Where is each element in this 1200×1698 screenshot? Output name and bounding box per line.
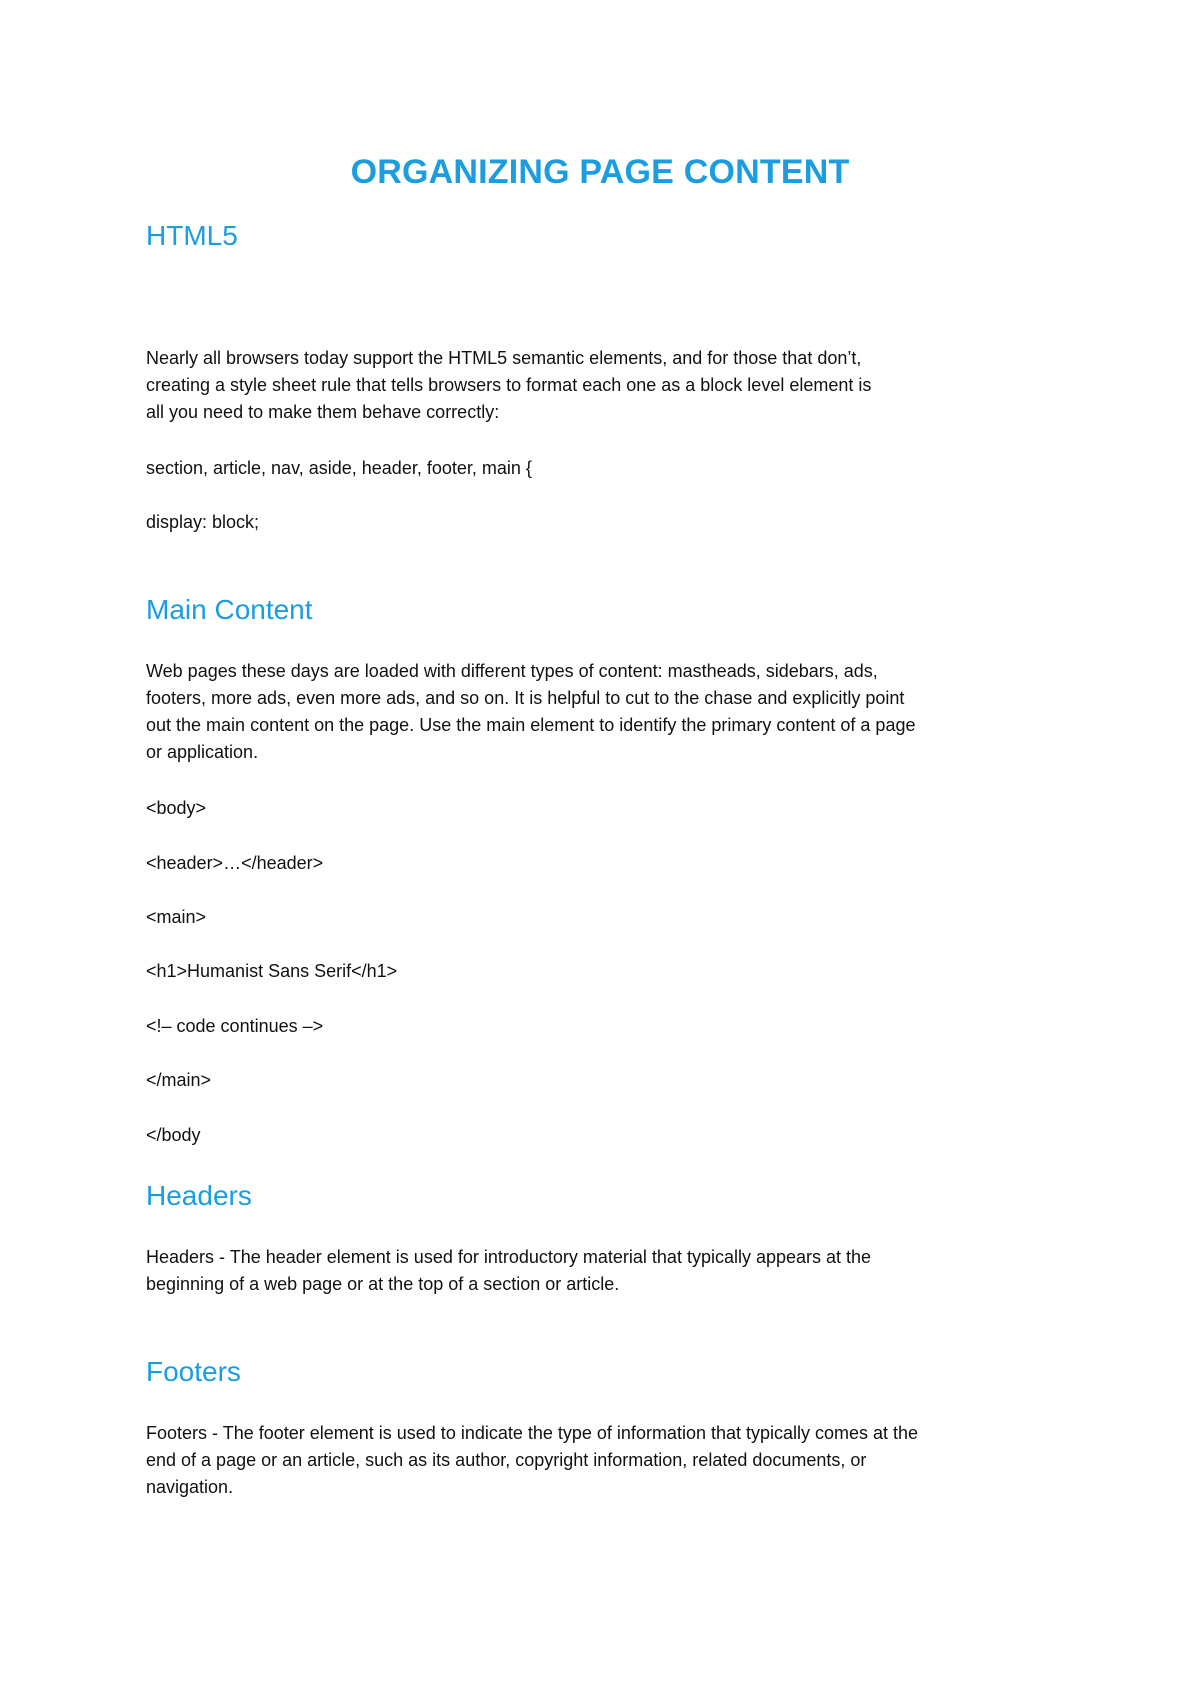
main-content-code-line-4: <h1>Humanist Sans Serif</h1> (146, 961, 398, 981)
html5-intro-line-1: Nearly all browsers today support the HTML5 semantic elements, and for those that don’t, (146, 348, 862, 368)
main-content-code-line-6: </main> (146, 1070, 212, 1090)
section-heading-headers: Headers (146, 1180, 252, 1211)
html5-code-line-2: display: block; (146, 512, 260, 532)
main-content-code-line-5: <!– code continues –> (146, 1016, 324, 1036)
page-title: ORGANIZING PAGE CONTENT (350, 153, 850, 191)
footers-body-line-1: Footers - The footer element is used to indicate the type of information that typically comes at the (146, 1423, 919, 1443)
main-content-code-line-3: <main> (146, 907, 207, 927)
main-content-code-line-7: </body (146, 1125, 201, 1145)
headers-body-line-1: Headers - The header element is used for introductory material that typically appears at the (146, 1247, 872, 1267)
section-heading-main-content: Main Content (146, 594, 313, 625)
main-content-code-line-2: <header>…</header> (146, 853, 324, 873)
section-heading-html5: HTML5 (146, 220, 238, 251)
main-content-code-line-1: <body> (146, 798, 207, 818)
headers-body-line-2: beginning of a web page or at the top of a section or article. (146, 1274, 620, 1294)
main-content-body-line-4: or application. (146, 742, 259, 762)
footers-body-line-3: navigation. (146, 1477, 234, 1497)
html5-intro-line-3: all you need to make them behave correctly: (146, 402, 500, 422)
main-content-body-line-3: out the main content on the page. Use the main element to identify the primary content of a page (146, 715, 916, 735)
main-content-body-line-2: footers, more ads, even more ads, and so on. It is helpful to cut to the chase and explicitly point (146, 688, 905, 708)
footers-body-line-2: end of a page or an article, such as its author, copyright information, related documents, or (146, 1450, 867, 1470)
html5-code-line-1: section, article, nav, aside, header, footer, main { (146, 458, 532, 478)
html5-intro-line-2: creating a style sheet rule that tells browsers to format each one as a block level element is (146, 375, 872, 395)
section-heading-footers: Footers (146, 1356, 241, 1387)
main-content-body-line-1: Web pages these days are loaded with different types of content: mastheads, sidebars, ads, (146, 661, 878, 681)
